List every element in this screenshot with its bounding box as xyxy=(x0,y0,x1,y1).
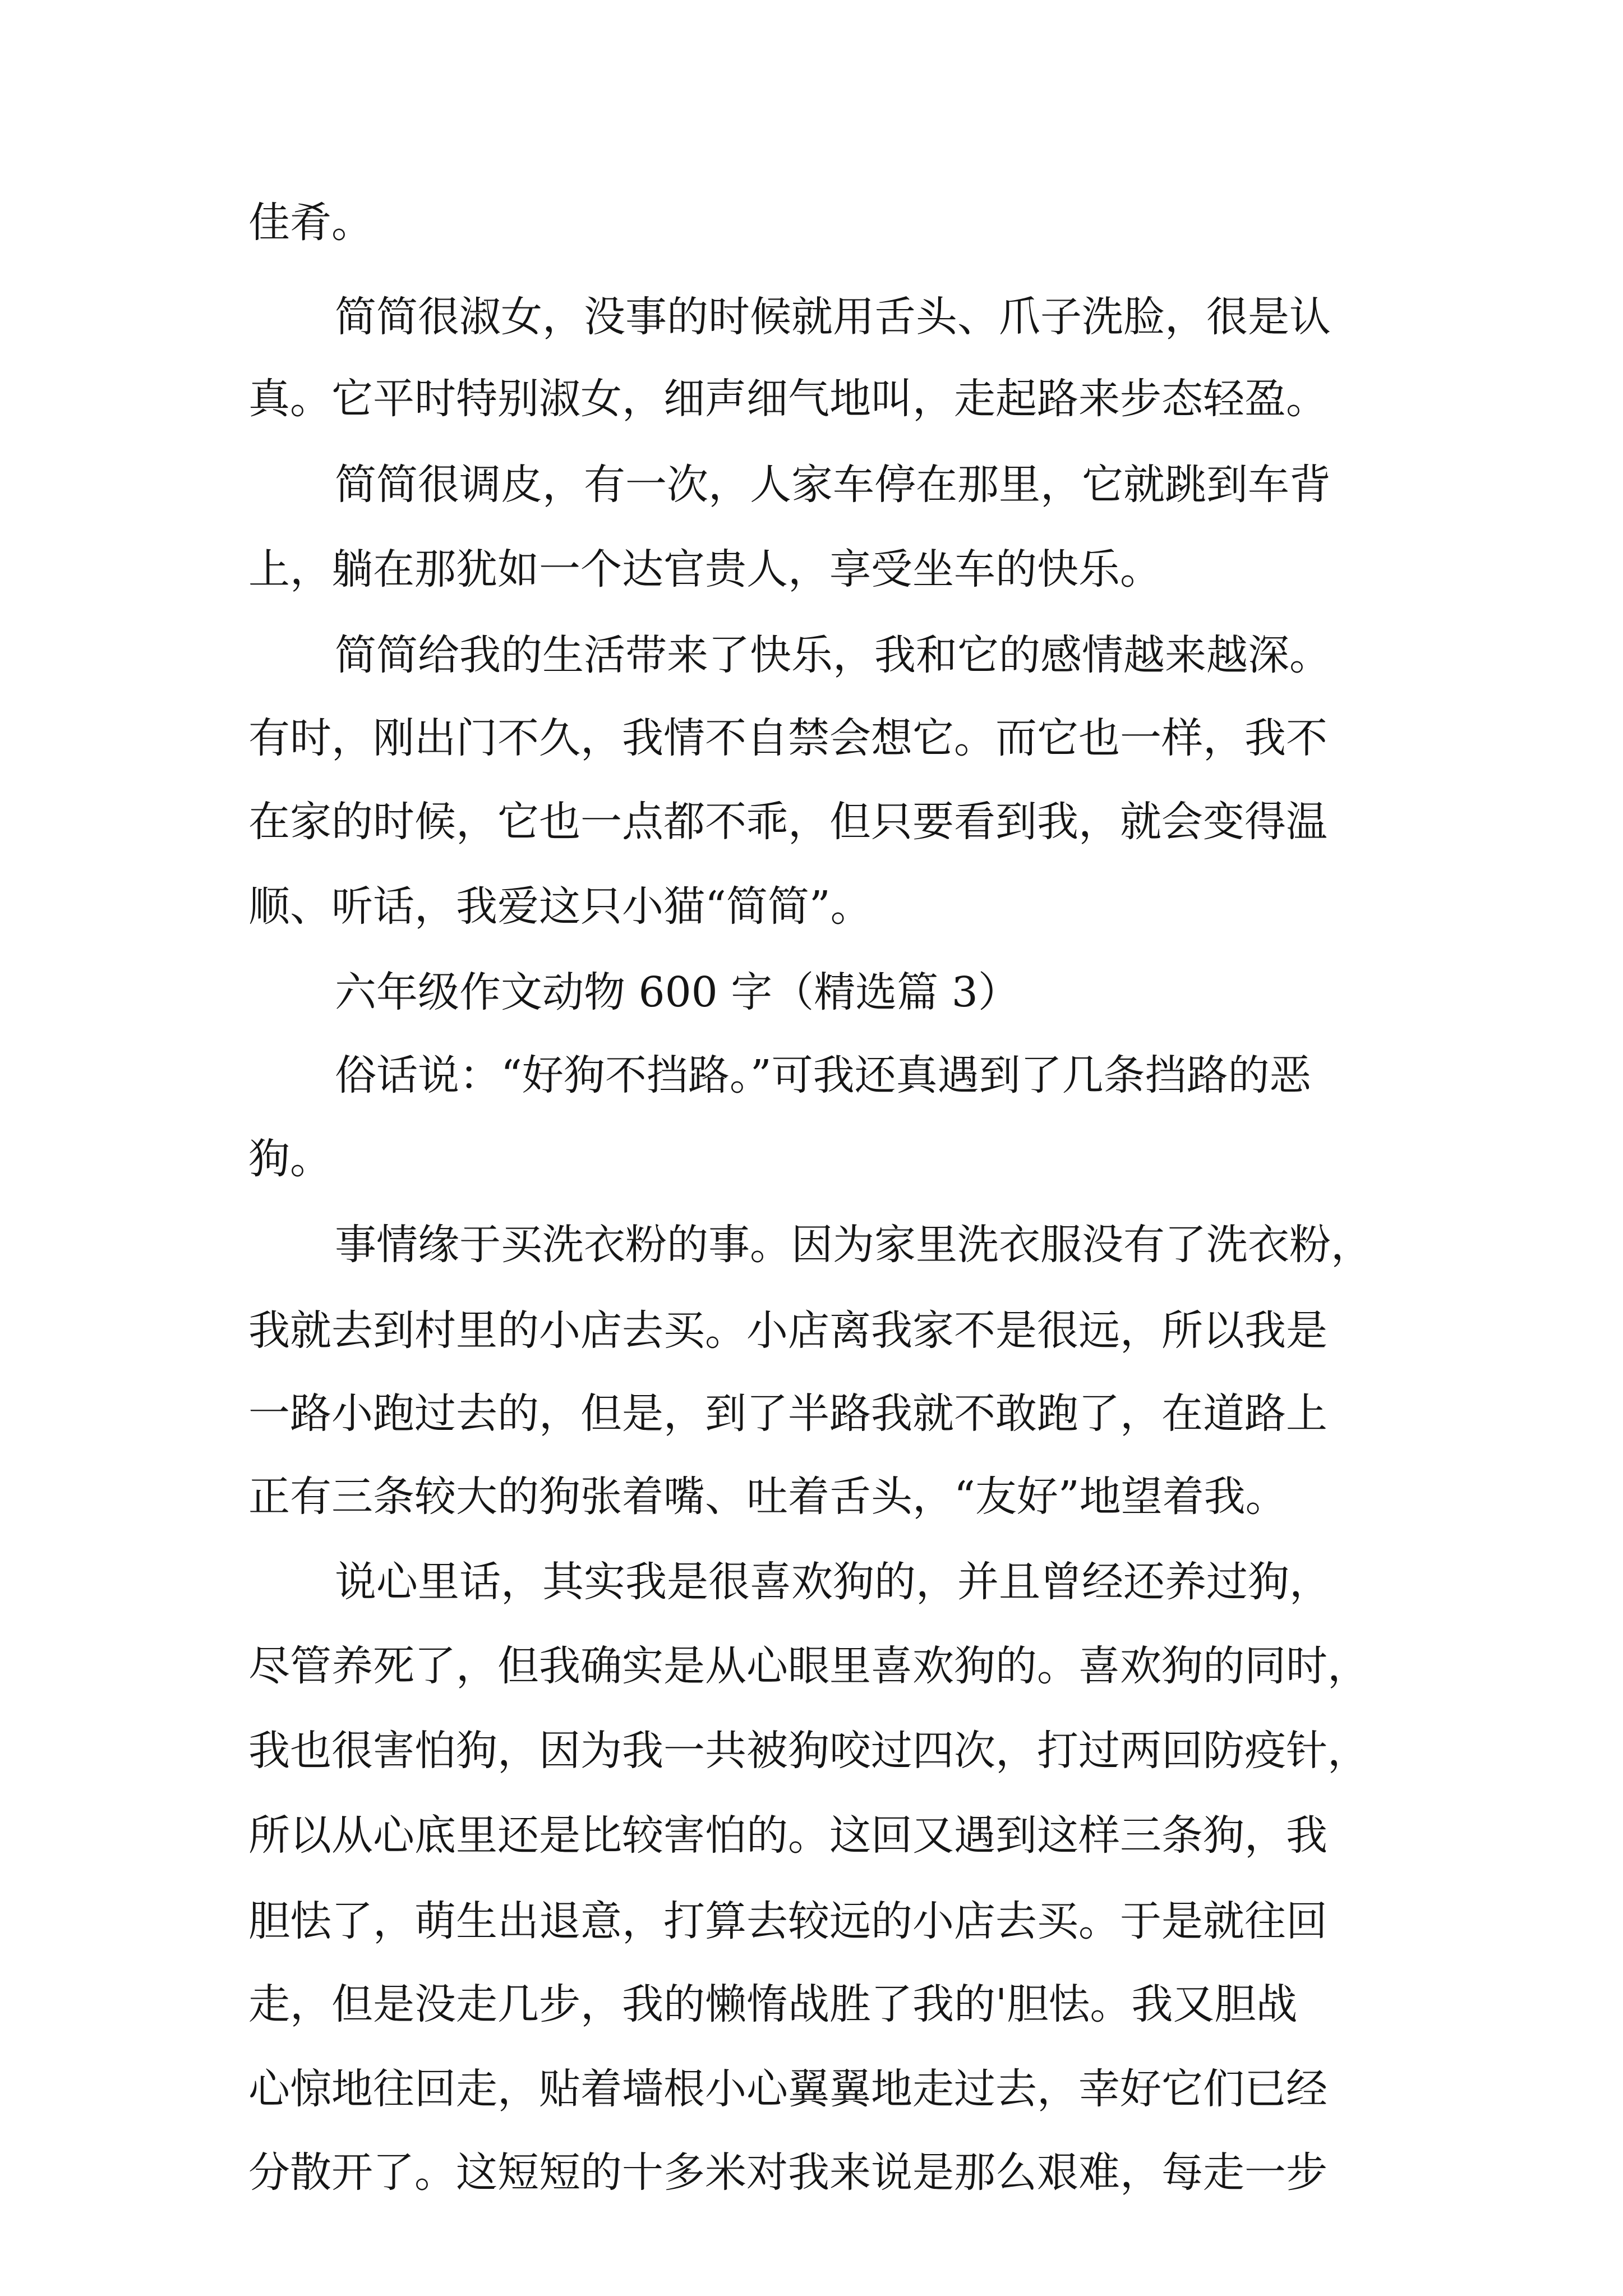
text-line: 真。它平时特别淑女，细声细气地叫，走起路来步态轻盈。 xyxy=(248,375,1327,423)
text-line: 尽管养死了，但我确实是从心眼里喜欢狗的。喜欢狗的同时， xyxy=(248,1642,1369,1690)
text-line: 走，但是没走几步，我的懒惰战胜了我的'胆怯。我又胆战 xyxy=(248,1980,1298,2028)
text-line: 我就去到村里的小店去买。小店离我家不是很远，所以我是 xyxy=(248,1306,1327,1355)
text-line: 简简给我的生活带来了快乐，我和它的感情越来越深。 xyxy=(335,631,1331,679)
text-line: 胆怯了，萌生出退意，打算去较远的小店去买。于是就往回 xyxy=(248,1897,1327,1945)
text-line: 我也很害怕狗，因为我一共被狗咬过四次，打过两回防疫针， xyxy=(248,1727,1369,1775)
text-line: 在家的时候，它也一点都不乖，但只要看到我，就会变得温 xyxy=(248,798,1327,846)
text-line: 所以从心底里还是比较害怕的。这回又遇到这样三条狗，我 xyxy=(248,1811,1327,1860)
text-line: 分散开了。这短短的十多米对我来说是那么艰难，每走一步 xyxy=(248,2148,1327,2197)
text-line: 佳肴。 xyxy=(248,199,373,247)
text-line: 上，躺在那犹如一个达官贵人，享受坐车的快乐。 xyxy=(248,545,1161,593)
text-line: 顺、听话，我爱这只小猫“简简”。 xyxy=(248,882,872,931)
text-line: 俗话说：“好狗不挡路。”可我还真遇到了几条挡路的恶 xyxy=(335,1051,1311,1099)
text-line: 简简很淑女，没事的时候就用舌头、爪子洗脸，很是认 xyxy=(335,293,1331,341)
text-line: 正有三条较大的狗张着嘴、吐着舌头，“友好”地望着我。 xyxy=(248,1473,1287,1521)
text-line: 简简很调皮，有一次，人家车停在那里，它就跳到车背 xyxy=(335,461,1331,509)
text-line: 狗。 xyxy=(248,1135,331,1183)
section-heading: 六年级作文动物 600 字（精选篇 3） xyxy=(335,968,1020,1016)
text-line: 说心里话，其实我是很喜欢狗的，并且曾经还养过狗， xyxy=(335,1558,1331,1606)
text-line: 一路小跑过去的，但是，到了半路我就不敢跑了，在道路上 xyxy=(248,1389,1327,1438)
text-line: 有时，刚出门不久，我情不自禁会想它。而它也一样，我不 xyxy=(248,714,1327,762)
text-line: 心惊地往回走，贴着墙根小心翼翼地走过去，幸好它们已经 xyxy=(248,2065,1327,2113)
text-line: 事情缘于买洗衣粉的事。因为家里洗衣服没有了洗衣粉， xyxy=(335,1221,1372,1269)
